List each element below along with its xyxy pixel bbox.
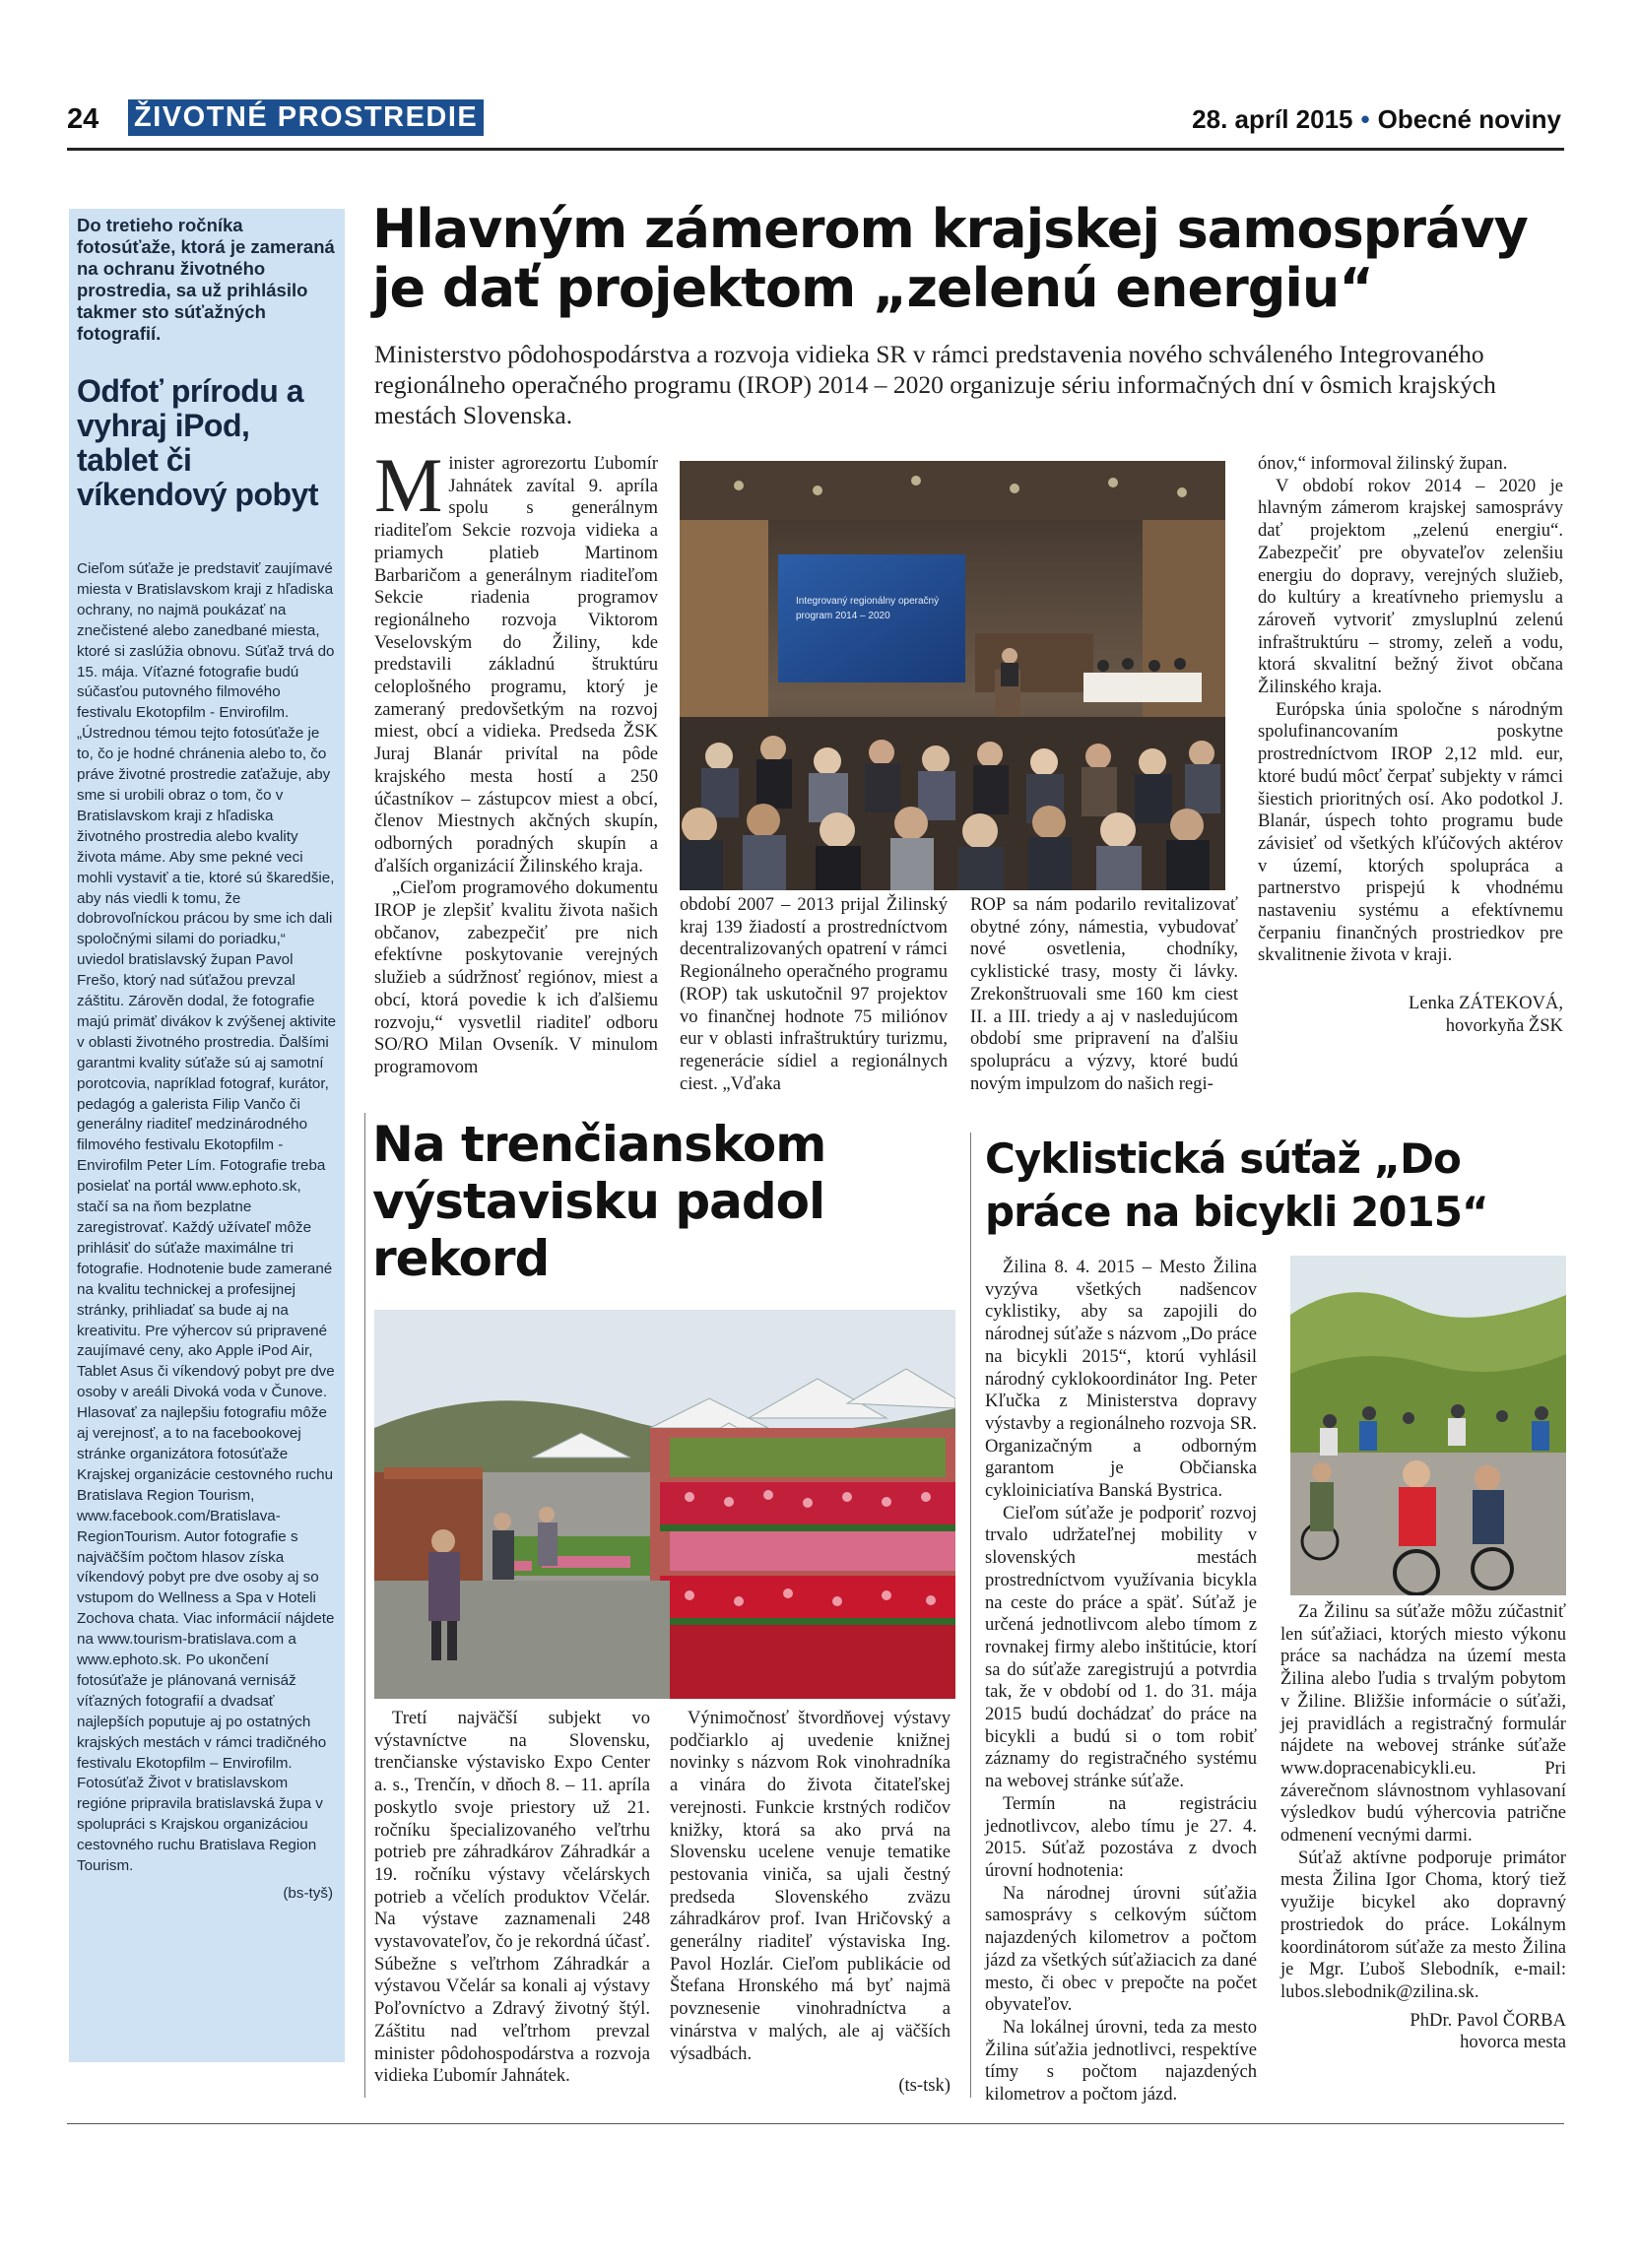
sidebar-box bbox=[69, 209, 345, 2062]
section-label: ŽIVOTNÉ PROSTREDIE bbox=[128, 99, 484, 136]
main-article-column-3 bbox=[970, 894, 1238, 1095]
cycling-signature-role: hovorca mesta bbox=[1460, 2032, 1566, 2053]
column-divider bbox=[364, 1113, 365, 2098]
conference-photo-art bbox=[680, 461, 1225, 890]
main-signature-name: Lenka ZÁTEKOVÁ, bbox=[1409, 993, 1563, 1014]
conference-photo bbox=[680, 461, 1225, 890]
main-col4-paragraph-1: ónov,“ informoval žilinský župan. bbox=[1258, 453, 1508, 474]
cycling-signature-name: PhDr. Pavol ČORBA bbox=[1410, 2009, 1566, 2031]
cycling-column-1 bbox=[985, 1257, 1257, 2106]
cyclists-photo-art bbox=[1290, 1256, 1566, 1595]
header-bullet: • bbox=[1360, 104, 1370, 134]
main-article-column-4 bbox=[1258, 453, 1563, 1038]
svg-text:program 2014 – 2020: program 2014 – 2020 bbox=[796, 611, 890, 621]
header-rule bbox=[67, 148, 1564, 151]
main-article-column-2 bbox=[680, 894, 948, 1095]
cycling-paragraph-5: Na lokálnej úrovni, teda za mesto Žilina súťažia jednotlivci, respektíve tímy s počtom najazdených kilometrov a počtom jázd. bbox=[985, 2016, 1257, 2106]
head-table bbox=[1083, 673, 1202, 702]
footer-rule bbox=[67, 2123, 1564, 2124]
issue-date: 28. apríl 2015 bbox=[1192, 104, 1353, 134]
cycling-paragraph-6: Za Žilinu sa súťaže môžu zúčastniť len súťažiaci, ktorých miesto výkonu práce sa nachádza na území mesta Žilina alebo ľudia s trvalým pobytom v Žiline. Bližšie informácie o súťaži, jej pravidlách a registračný formulár nájdete na webovej stránke súťaže www.dopracenabicykli.eu. Pri záverečnom slávnostnom vyhlasovaní výsledkov budú výhercovia patrične odmenení vecnými darmi. bbox=[1280, 1601, 1566, 1847]
cycling-column-2 bbox=[1280, 1601, 1566, 2054]
cyclist-figure bbox=[1399, 1487, 1436, 1546]
trencin-article-title: Na trenčianskom výstavisku padol rekord bbox=[372, 1116, 826, 1287]
market-photo bbox=[374, 1310, 955, 1699]
trencin-column-1 bbox=[374, 1708, 650, 2088]
main-col1-paragraph-2: „Cieľom programového dokumentu IROP je zlepšiť kvalitu života našich občanov, zabezpečiť pre nich efektívne poskytovanie verejných služieb a súdržnosť regiónov, miest a obcí, ktorá povedie k ich ďalšiemu rozvoju,“ vysvetlil riaditeľ odboru SO/RO Milan Ovseník. V minulom programovom bbox=[374, 877, 658, 1077]
main-col2-text: období 2007 – 2013 prijal Žilinský kraj 139 žiadostí a prostredníctvom decentralizovaných opatrení v rámci Regionálneho operačného programu (ROP) tak uskutočnil 97 projektov vo finančnej hodnote 75 miliónov eur v oblasti infraštruktúry turizmu, regenerácie sídiel a regionálnych ciest. „Vďaka bbox=[680, 894, 948, 1094]
shopper-figure bbox=[428, 1552, 460, 1621]
column-divider bbox=[970, 1133, 971, 2098]
main-article-column-1 bbox=[374, 442, 658, 1079]
cycling-paragraph-4: Na národnej úrovni súťažia samosprávy s celkovým súčtom najazdených kilometrov a počtom jázd za všetkých súťažiacich za dané mesto, či obec v prepočte na počet obyvateľov. bbox=[985, 1882, 1257, 2016]
cycling-article-title: Cyklistická súťaž „Do práce na bicykli 2015“ bbox=[985, 1134, 1488, 1236]
cycling-paragraph-3: Termín na registráciu jednotlivcov, alebo tímu je 27. 4. 2015. Súťaž pozostáva z dvoch úrovní hodnotenia: bbox=[985, 1792, 1257, 1881]
market-photo-art bbox=[374, 1310, 955, 1699]
cycling-paragraph-1: Žilina 8. 4. 2015 – Mesto Žilina vyzýva všetkých nadšencov cyklistiky, aby sa zapojili do národnej súťaže s názvom „Do práce na bicykli 2015“, ktorú vyhlásil národný cyklokoordinátor Ing. Peter Kľučka z Ministerstva dopravy výstavby a regionálneho rozvoja SR. Organizačným a odborným garantom je Občianska cykloiniciatíva Banská Bystrica. bbox=[985, 1257, 1257, 1502]
trencin-col2-text: Výnimočnosť štvordňovej výstavy podčiarklo aj uvedenie knižnej novinky s názvom Rok vinohradníka a vinára do života čitateľskej verejnosti. Funkcie krstných rodičov knižky, ktorá sa ako prvá na Slovensku ucelene venuje tematike pestovania viniča, sa ujali čestný predseda Slovenského zväzu záhradkárov prof. Ivan Hričovský a generálny riaditeľ výstaviska Ing. Pavol Hozlár. Cieľom publikácie od Štefana Hronského má byť najmä povznesenie vinohradníctva a vinárstva v malých, ale aj väčších výsadbách. bbox=[670, 1708, 951, 2064]
main-col4-paragraph-3: Európska únia spoločne s národným spolufinancovaním poskytne prostredníctvom IROP 2,12 mld. eur, ktoré budú môcť čerpať subjekty v rámci šiestich prioritných osí. Ako podotkol J. Blanár, úspech tohto programu bude závisieť od všetkých kľúčových aktérov v území, ktorých spolupráca a partnerstvo prispejú k vhodnému nastaveniu systému a efektívnemu čerpaniu finančných prostriedkov pre skvalitnenie života v kraji. bbox=[1258, 698, 1563, 966]
sidebar-body: Cieľom súťaže je predstaviť zaujímavé miesta v Bratislavskom kraji z hľadiska ochrany, no najmä poukázať na znečistené alebo zanedbané miesta, ktoré si zaslúžia obnovu. Súťaž trvá do 15. mája. Víťazné fotografie budú súčasťou putovného filmového festivalu Ekotopfilm - Envirofilm. „Ústrednou témou tejto fotosúťaže je to, čo je hodné chránenia alebo to, čo práve životné prostredie zaťažuje, aby sme si urobili obraz o tom, čo v Bratislavskom kraji z hľadiska životného prostredia alebo kvality života máme. Aby sme pekné veci mohli vystaviť a tie, ktoré sú škaredšie, aby nás viedli k tomu, že dobrovoľníckou prácou by sme ich dali spoločnými silami do poriadku,“ uviedol bratislavský župan Pavol Frešo, ktorý nad súťažou prevzal záštitu. Zárověn dodal, že fotografie majú primäť divákov k zvýšenej aktivite v oblasti životného prostredia. Ďalšími garantmi kvality súťaže sú aj samotní porotcovia, napríklad fotograf, kurátor, pedagóg a galerista Filip Vančo či generálny riaditeľ medzinárodného filmového festivalu Ekotopfilm - Envirofilm Peter Lím. Fotografie treba posielať na portál www.ephoto.sk, stačí sa na ňom bezplatne zaregistrovať. Každý užívateľ môže prihlásiť do súťaže maximálne tri fotografie. Hodnotenie bude zamerané na kvalitu technickej a profesijnej stránky, prihliadať sa bude aj na kreativitu. Pre výhercov sú pripravené zaujímavé ceny, ako Apple iPod Air, Tablet Asus či víkendový pobyt pre dve osoby v areáli Divoká voda v Čunove. Hlasovať za najlepšiu fotografiu môže aj verejnosť, a to na facebookovej stránke organizátora fotosúťaže Krajskej organizácie cestovného ruchu Bratislava Region Tourism, www.facebook.com/Bratislava-RegionTourism. Autor fotografie s najväčším počtom hlasov získa víkendový pobyt pre dve osoby aj so vstupom do Wellness a Spa v Hoteli Zochova chata. Viac informácií nájdete na www.tourism-bratislava.com a www.ephoto.sk. Po ukončení fotosúťaže je plánovaná vernisáž víťazných fotografií a dvadsať najlepších poputuje aj po ostatných krajských mestách v rámci tradičného festivalu Ekotopfilm – Envirofilm. Fotosúťaž Život v bratislavskom regióne pripravila bratislavská župa v spolupráci s Krajskou organizáciou cestovného ruchu Bratislava Region Tourism. bbox=[77, 560, 337, 1875]
trencin-signature: (ts-tsk) bbox=[898, 2075, 951, 2097]
page-number: 24 bbox=[67, 103, 99, 135]
publication-name: Obecné noviny bbox=[1377, 104, 1561, 134]
issue-info bbox=[1192, 104, 1561, 135]
cycling-paragraph-7: Súťaž aktívne podporuje primátor mesta Žilina Igor Choma, ktorý tiež využije bicykel ako dopravný prostriedok do práce. Lokálnym koordinátorom súťaže za mesto Žilina je Mgr. Ľuboš Slebodník, e-mail: lubos.slebodnik@zilina.sk. bbox=[1280, 1847, 1566, 2002]
trencin-column-2 bbox=[670, 1708, 951, 2098]
sidebar-signature: (bs-tyš) bbox=[283, 1885, 333, 1902]
slide-text: Integrovaný regionálny operačný bbox=[796, 596, 940, 607]
sidebar-intro: Do tretieho ročníka fotosúťaže, ktorá je zameraná na ochranu životného prostredia, sa už prihlásilo takmer sto súťažných fotografií. bbox=[77, 215, 335, 344]
trencin-col1-text: Tretí najväčší subjekt vo výstavníctve na Slovensku, trenčianske výstavisko Expo Center a. s., Trenčín, v dňoch 8. – 11. apríla poskytlo svoje priestory už 21. ročníku špecializovaného veľtrhu potrieb pre záhradkárov Záhradkár a 19. ročníku výstavy včelárskych potrieb a včelích produktov Včelár. Na výstave zaznamenali 248 vystavovateľov, čo je rekordná účasť. Súbežne s veľtrhom Záhradkár a výstavou Včelár sa konali aj výstavy Poľovníctvo a Zdravý životný štýl. Záštitu nad veľtrhom prevzal minister pôdohospodárstva a rozvoja vidieka Ľubomír Jahnátek. bbox=[374, 1708, 650, 2087]
drop-cap: M bbox=[374, 442, 443, 528]
main-article-lead: Ministerstvo pôdohospodárstva a rozvoja vidieka SR v rámci predstavenia nového schváleného Integrovaného regionálneho operačného programu (IROP) 2014 – 2020 organizuje sériu informačných dní v ôsmich krajských mestách Slovenska. bbox=[374, 340, 1496, 429]
main-col3-text: ROP sa nám podarilo revitalizovať obytné zóny, námestia, vybudovať nové osvetlenia, chodníky, cyklistické trasy, mosty či lávky. Zrekonštruovali sme 160 km ciest II. a III. triedy a aj v nasledujúcom období sme pripravení na ďalšiu spoluprácu a výzvy, ktoré budú novým impulzom do našich regi- bbox=[970, 894, 1238, 1094]
main-signature-role: hovorkyňa ŽSK bbox=[1445, 1014, 1563, 1036]
main-col1-paragraph-1: inister agrorezortu Ľubomír Jahnátek zavítal 9. apríla spolu s generálnym riaditeľom Sekcie rozvoja vidieka a priamych platieb Martinom Barbaričom a generálnym riaditeľom Sekcie riadenia programov regionálneho rozvoja Viktorom Veselovským do Žiliny, kde predstavili základnú štruktúru celoplošného programu, ktorý je zameraný predovšetkým na rozvoj miest, obcí a vidieka. Predseda ŽSK Juraj Blanár privítal na pôde krajského mesta hostí a 250 účastníkov – zástupcov miest a obcí, členov Miestnych akčných skupín, odborných poradných skupín a ďalších organizácií Žilinského kraja. bbox=[374, 453, 658, 876]
cycling-paragraph-2: Cieľom súťaže je podporiť rozvoj trvalo udržateľnej mobility v slovenských mestách prostredníctvom využívania bicykla na ceste do práce a späť. Súťaž je určená jednotlivcom alebo tímom z rovnakej firmy alebo inštitúcie, ktorí sa do súťaže zaregistrujú a potvrdia tak, že v období od 1. do 31. mája 2015 budú dochádzať do práce na bicykli a budú si o tom robiť záznamy do registračného systému na webovej stránke súťaže. bbox=[985, 1502, 1257, 1792]
main-article-title: Hlavným zámerom krajskej samosprávy je dať projektom „zelenú energiu“ bbox=[372, 198, 1528, 319]
main-col4-paragraph-2: V období rokov 2014 – 2020 je hlavným zámerom krajskej samosprávy dať projektom „zelenú energiu“. Zabezpečiť pre obyvateľov zelenšiu energiu do dopravy, verejných služieb, do kultúry a kreatívneho priemyslu a zároveň vytvoriť zmysluplnú zelenú infraštruktúru – stromy, zeleň a vodu, ktorá skvalitní bežný život občana Žilinského kraja. bbox=[1258, 475, 1563, 698]
sidebar-title: Odfoť prírodu a vyhraj iPod, tablet či víkendový pobyt bbox=[77, 373, 318, 512]
cyclists-photo bbox=[1290, 1256, 1566, 1595]
